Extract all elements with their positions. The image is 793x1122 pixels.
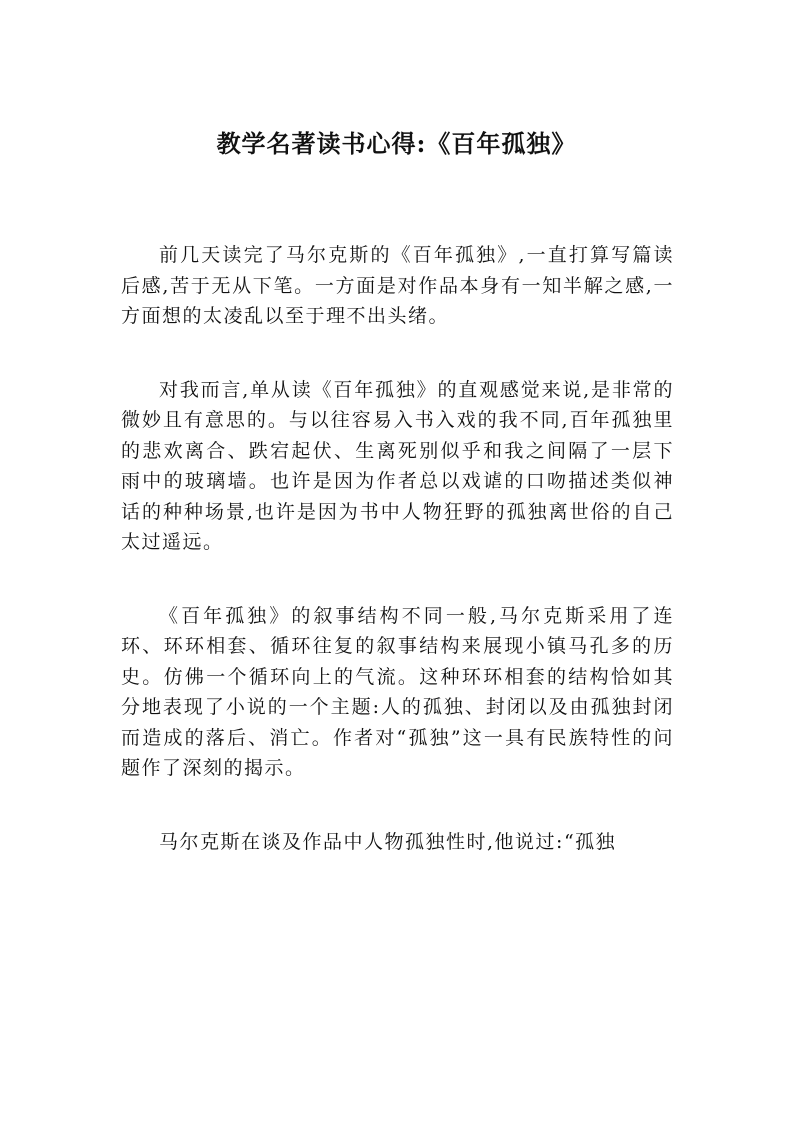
paragraph-3: 《百年孤独》的叙事结构不同一般,马尔克斯采用了连环、环环相套、循环往复的叙事结构来展现小镇马孔多的历史。仿佛一个循环向上的气流。这种环环相套的结构恰如其分地表现了小说的一个主题:人的孤独、封闭以及由孤独封闭而造成的落后、消亡。作者对“孤独”这一具有民族特性的问题作了深刻的揭示。 (121, 604, 674, 779)
paragraph-2: 对我而言,单从读《百年孤独》的直观感觉来说,是非常的微妙且有意思的。与以往容易入书入戏的我不同,百年孤独里的悲欢离合、跌宕起伏、生离死别似乎和我之间隔了一层下雨中的玻璃墙。也许是因为作者总以戏谑的口吻描述类似神话的种种场景,也许是因为书中人物狂野的孤独离世俗的自己太过遥远。 (121, 378, 674, 553)
document-title: 教学名著读书心得:《百年孤独》 (216, 129, 577, 158)
paragraph-1: 前几天读完了马尔克斯的《百年孤独》,一直打算写篇读后感,苦于无从下笔。一方面是对作品本身有一知半解之感,一方面想的太凌乱以至于理不出头绪。 (121, 244, 674, 327)
paragraph-4: 马尔克斯在谈及作品中人物孤独性时,他说过:“孤独 (159, 830, 617, 853)
document-body (121, 240, 674, 900)
